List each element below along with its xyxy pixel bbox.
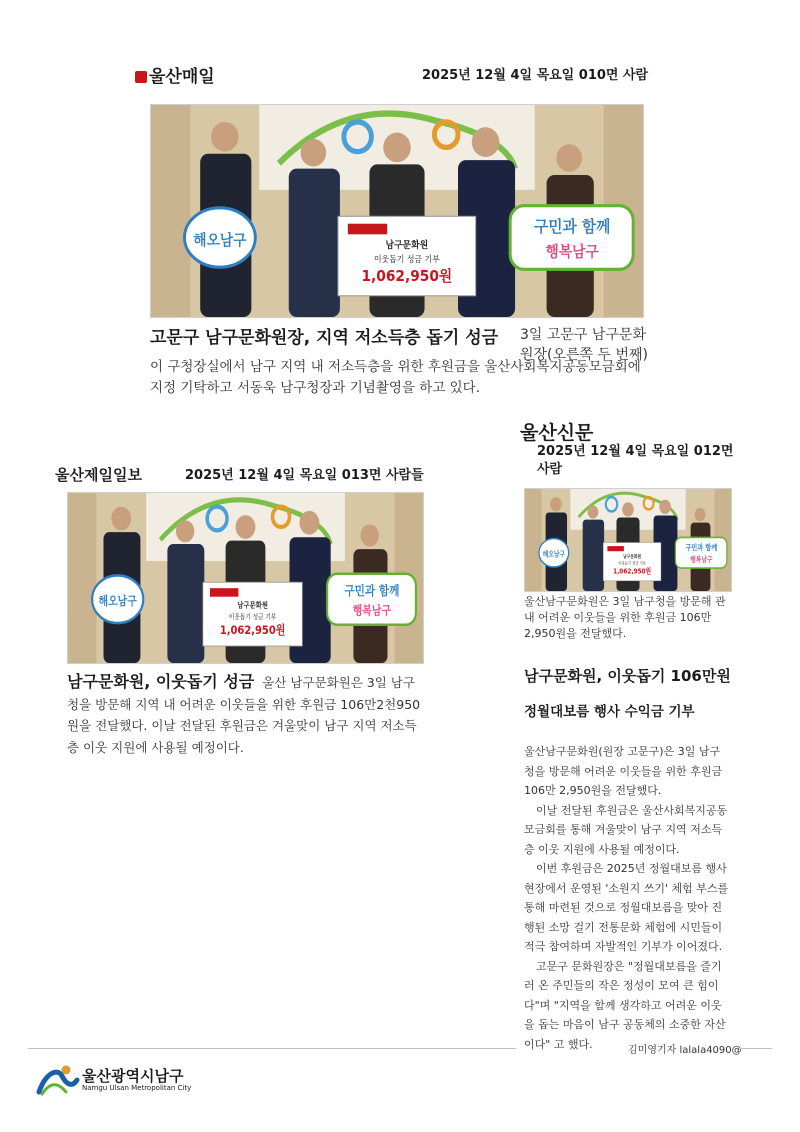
newspaper-logo-icon: [135, 71, 147, 83]
clip3-paragraph: 이번 후원금은 2025년 정월대보름 행사 현장에서 운영된 '소원지 쓰기' 체험 부스를 통해 마련된 것으로 정월대보름을 맞아 진행된 소망 걸기 전통문화 체험에 시민들이 적극 참여하며 자발적인 기부가 이어졌다.: [524, 862, 729, 953]
clip3-subheadline: 정월대보름 행사 수익금 기부: [524, 704, 695, 720]
clip3-byline: 김미영기자 lalala4090@: [628, 1045, 742, 1056]
clip1-caption-2: 원장(오른쪽 두 번째): [520, 347, 649, 363]
clip1-headline: 고문구 남구문화원장, 지역 저소득층 돕기 성금: [150, 328, 499, 348]
logo-korean-name: 울산광역시남구: [82, 1067, 184, 1085]
clip3-paragraph: 이날 전달된 후원금은 울산사회복지공동모금회를 통해 겨울맞이 남구 지역 저소득층 이웃 지원에 사용될 예정이다.: [524, 803, 728, 856]
clip2-photo: [67, 492, 424, 664]
logo-english-name: Namgu Ulsan Metropolitan City: [82, 1084, 192, 1092]
clip1-dateline: 2025년 12월 4일 목요일 010면 사람: [422, 68, 649, 83]
clip3-paragraph: 고문구 문화원장은 "정월대보름을 즐기러 온 주민들의 작은 정성이 모여 큰 힘이다"며 "지역을 함께 생각하고 어려운 이웃을 돕는 마음이 남구 공동체의 소중한 자산이다" 고 했다.: [524, 959, 726, 1051]
footer-logo: [36, 1060, 236, 1100]
clip3-photo-caption: 울산남구문화원은 3일 남구청을 방문해 관내 어려운 이웃들을 위한 후원금 106만 2,950원을 전달했다.: [524, 595, 726, 640]
footer-divider: [740, 1048, 772, 1049]
clip1-caption-1: 3일 고문구 남구문화: [520, 327, 646, 343]
clip3-dateline: 2025년 12월 4일 목요일 012면 사람: [537, 444, 734, 477]
clip3-masthead: 울산신문: [520, 422, 594, 444]
clip1-masthead: [135, 62, 215, 87]
clip2-body: 울산 남구문화원은 3일 남구청을 방문해 지역 내 어려운 이웃들을 위한 후원금 106만2천950원을 전달했다. 이날 전달된 후원금은 겨울맞이 남구 지역 저소득층 이웃 지원에 사용될 예정이다.: [67, 675, 421, 755]
clip2-headline: 남구문화원, 이웃돕기 성금: [67, 672, 255, 691]
clip2-dateline: 2025년 12월 4일 목요일 013면 사람들: [185, 468, 424, 483]
clip1-photo: [150, 104, 644, 318]
district-logo-icon: [36, 1062, 80, 1096]
footer-divider: [28, 1048, 516, 1049]
clip3-photo: [524, 488, 732, 592]
clip3-headline: 남구문화원, 이웃돕기 106만원: [524, 667, 731, 685]
clip2-masthead: 울산제일일보: [55, 466, 142, 484]
clip2-article: [67, 671, 427, 758]
clip3-paragraph: 울산남구문화원(원장 고문구)은 3일 남구청을 방문해 어려운 이웃들을 위한 후원금 106만 2,950원을 전달했다.: [524, 745, 723, 797]
clip1-masthead-text: 울산매일: [149, 67, 215, 87]
clip1-body: 이 구청장실에서 남구 지역 내 저소득층을 위한 후원금을 울산사회복지공동모금회에 지정 기탁하고 서동욱 남구청장과 기념촬영을 하고 있다.: [150, 359, 641, 396]
clip3-body: [524, 742, 730, 1054]
